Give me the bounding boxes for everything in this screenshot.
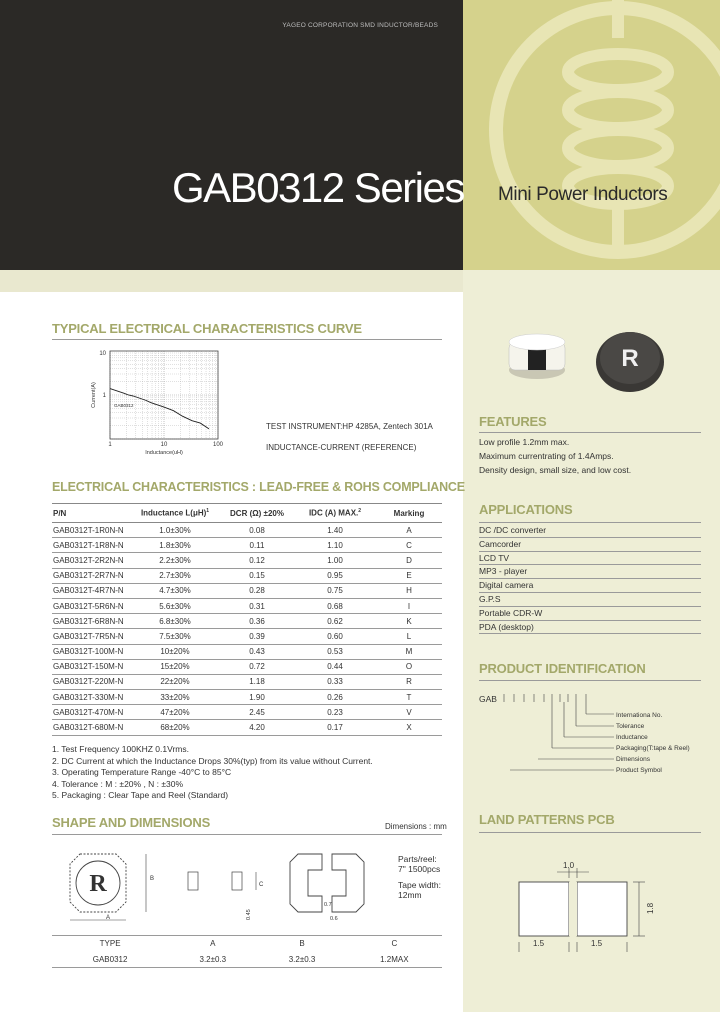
cell-marking: R bbox=[376, 674, 442, 689]
col-header-marking-label: Marking bbox=[393, 508, 425, 518]
note-3: 3. Operating Temperature Range -40°C to 85°C bbox=[52, 767, 232, 778]
application-item-5: Digital camera bbox=[479, 579, 701, 593]
table-row bbox=[52, 538, 442, 553]
cell-idc: 0.53 bbox=[294, 644, 376, 659]
inductance-current-chart bbox=[70, 345, 230, 457]
cell-pn: GAB0312T-220M-N bbox=[52, 674, 130, 689]
applications-title-rule bbox=[479, 522, 701, 523]
features-list bbox=[479, 436, 701, 477]
dim-b-label: B bbox=[150, 876, 155, 882]
cell-inductance: 1.8±30% bbox=[130, 538, 220, 553]
cell-pn: GAB0312T-680M-N bbox=[52, 720, 130, 735]
table-row bbox=[52, 705, 442, 720]
features-title-rule bbox=[479, 432, 701, 433]
table-row bbox=[52, 690, 442, 705]
electrical-table-body bbox=[52, 523, 442, 736]
col-header-inductance bbox=[130, 504, 220, 523]
cell-dcr: 0.15 bbox=[220, 568, 294, 583]
cell-idc: 0.17 bbox=[294, 720, 376, 735]
cell-pn: GAB0312T-150M-N bbox=[52, 659, 130, 674]
cell-pn: GAB0312T-6R8N-N bbox=[52, 614, 130, 629]
tape-width-value: 12mm bbox=[398, 890, 422, 900]
x-axis-label: Inductance(uH) bbox=[145, 450, 183, 456]
cell-dcr: 0.43 bbox=[220, 644, 294, 659]
cell-pn: GAB0312T-5R6N-N bbox=[52, 598, 130, 613]
cell-idc: 0.60 bbox=[294, 629, 376, 644]
chart-series-line bbox=[110, 389, 209, 429]
cell-inductance: 6.8±30% bbox=[130, 614, 220, 629]
dim-header-a: A bbox=[168, 936, 257, 952]
cell-inductance: 2.7±30% bbox=[130, 568, 220, 583]
cell-inductance: 10±20% bbox=[130, 644, 220, 659]
dim-07-label: 0.7 bbox=[324, 902, 332, 908]
cell-pn: GAB0312T-7R5N-N bbox=[52, 629, 130, 644]
col-header-dcr-label: DCR (Ω) ±20% bbox=[230, 508, 284, 518]
cell-dcr: 1.90 bbox=[220, 690, 294, 705]
series-label: GAB0312 bbox=[114, 403, 134, 408]
product-top-view bbox=[596, 332, 664, 392]
note-1: 1. Test Frequency 100KHZ 0.1Vrms. bbox=[52, 744, 190, 754]
pid-label-4: Packaging(T:tape & Reel) bbox=[616, 745, 690, 752]
y-axis-label: Current(A) bbox=[91, 382, 97, 408]
bottom-view-left-pad bbox=[290, 854, 322, 912]
cell-inductance: 15±20% bbox=[130, 659, 220, 674]
cell-idc: 0.62 bbox=[294, 614, 376, 629]
cell-dcr: 0.08 bbox=[220, 523, 294, 538]
cell-idc: 0.23 bbox=[294, 705, 376, 720]
table-row bbox=[52, 568, 442, 583]
feature-item-1: Low profile 1.2mm max. bbox=[479, 437, 570, 447]
cell-pn: GAB0312T-470M-N bbox=[52, 705, 130, 720]
dim-header-c: C bbox=[347, 936, 442, 952]
cell-pn: GAB0312T-4R7N-N bbox=[52, 583, 130, 598]
cell-idc: 0.95 bbox=[294, 568, 376, 583]
coil-logo-graphic bbox=[463, 0, 720, 270]
electrical-characteristics-table bbox=[52, 503, 442, 736]
cell-inductance: 68±20% bbox=[130, 720, 220, 735]
table-header-row bbox=[52, 504, 442, 523]
note-5: 5. Packaging : Clear Tape and Reel (Standard) bbox=[52, 790, 229, 801]
application-item-8: PDA (desktop) bbox=[479, 621, 701, 635]
cell-marking: L bbox=[376, 629, 442, 644]
cell-dcr: 0.36 bbox=[220, 614, 294, 629]
x-tick-100: 100 bbox=[212, 442, 224, 448]
cell-marking: D bbox=[376, 553, 442, 568]
features-section-title: FEATURES bbox=[479, 414, 547, 429]
bottom-view-right-pad bbox=[332, 854, 364, 912]
dim-header-type: TYPE bbox=[52, 936, 168, 952]
col-header-inductance-label: Inductance L(μH) bbox=[140, 508, 207, 518]
cell-pn: GAB0312T-1R8N-N bbox=[52, 538, 130, 553]
pid-label-6: Product Symbol bbox=[616, 767, 662, 774]
pid-label-2: Tolerance bbox=[616, 723, 645, 730]
shape-drawing bbox=[60, 844, 370, 930]
parts-reel-value: 7" 1500pcs bbox=[398, 864, 441, 874]
cell-pn: GAB0312T-100M-N bbox=[52, 644, 130, 659]
cell-dcr: 0.39 bbox=[220, 629, 294, 644]
cell-inductance: 4.7±30% bbox=[130, 583, 220, 598]
cell-inductance: 47±20% bbox=[130, 705, 220, 720]
cell-inductance: 1.0±30% bbox=[130, 523, 220, 538]
col-header-pn bbox=[52, 504, 130, 523]
applications-list bbox=[479, 524, 701, 634]
cell-marking: A bbox=[376, 523, 442, 538]
col-header-idc bbox=[294, 504, 376, 523]
reference-note: INDUCTANCE-CURRENT (REFERENCE) bbox=[266, 443, 417, 452]
product-photo bbox=[500, 318, 690, 398]
cell-dcr: 4.20 bbox=[220, 720, 294, 735]
cell-marking: T bbox=[376, 690, 442, 705]
col-header-idc-label: IDC (A) MAX. bbox=[308, 508, 359, 518]
product-marking-letter: R bbox=[621, 345, 639, 372]
cell-marking: K bbox=[376, 614, 442, 629]
col-header-dcr bbox=[220, 504, 294, 523]
product-id-labels bbox=[616, 710, 690, 776]
land-pattern-drawing bbox=[505, 850, 685, 960]
cell-pn: GAB0312T-330M-N bbox=[52, 690, 130, 705]
curve-section-title: TYPICAL ELECTRICAL CHARACTERISTICS CURVE bbox=[52, 321, 362, 336]
electrical-notes bbox=[52, 744, 373, 802]
cell-idc: 0.68 bbox=[294, 598, 376, 613]
pid-label-3: Inductance bbox=[616, 734, 648, 741]
cell-pn: GAB0312T-2R7N-N bbox=[52, 568, 130, 583]
dimension-unit: Dimensions : mm bbox=[385, 822, 447, 831]
cell-idc: 0.44 bbox=[294, 659, 376, 674]
cell-inductance: 2.2±30% bbox=[130, 553, 220, 568]
dim-header-b: B bbox=[257, 936, 346, 952]
product-id-section-title: PRODUCT IDENTIFICATION bbox=[479, 661, 646, 676]
header-banner bbox=[0, 0, 720, 270]
side-view-right bbox=[232, 872, 242, 890]
pid-label-5: Dimensions bbox=[616, 756, 650, 763]
cell-idc: 0.75 bbox=[294, 583, 376, 598]
note-2: 2. DC Current at which the Inductance Drops 30%(typ) from its value without Current. bbox=[52, 755, 373, 766]
series-subtitle: Mini Power Inductors bbox=[498, 184, 668, 205]
cell-dcr: 1.18 bbox=[220, 674, 294, 689]
cell-dcr: 0.11 bbox=[220, 538, 294, 553]
land-gap bbox=[569, 882, 577, 936]
dim-type: GAB0312 bbox=[52, 952, 168, 968]
y-tick-top: 10 bbox=[99, 351, 106, 357]
tape-width-label: Tape width: bbox=[398, 880, 441, 890]
land-pad-left-label: 1.5 bbox=[533, 939, 545, 948]
cell-dcr: 0.28 bbox=[220, 583, 294, 598]
land-pattern-title-rule bbox=[479, 832, 701, 833]
cell-idc: 0.26 bbox=[294, 690, 376, 705]
cell-inductance: 5.6±30% bbox=[130, 598, 220, 613]
land-pad-left bbox=[519, 882, 569, 936]
product-side-view bbox=[509, 334, 565, 379]
col-header-marking bbox=[376, 504, 442, 523]
cell-pn: GAB0312T-1R0N-N bbox=[52, 523, 130, 538]
table-row bbox=[52, 598, 442, 613]
cell-dcr: 0.72 bbox=[220, 659, 294, 674]
product-id-title-rule bbox=[479, 680, 701, 681]
cell-inductance: 7.5±30% bbox=[130, 629, 220, 644]
table-row bbox=[52, 614, 442, 629]
chart-grid bbox=[110, 351, 218, 439]
cell-marking: I bbox=[376, 598, 442, 613]
land-gap-label: 1.0 bbox=[563, 861, 575, 870]
feature-item-3: Density design, small size, and low cost. bbox=[479, 464, 632, 475]
parts-reel-label: Parts/reel: bbox=[398, 854, 437, 864]
table-row bbox=[52, 644, 442, 659]
land-height-label: 1.8 bbox=[646, 902, 655, 914]
cell-inductance: 22±20% bbox=[130, 674, 220, 689]
cell-pn: GAB0312T-2R2N-N bbox=[52, 553, 130, 568]
application-item-6: G.P.S bbox=[479, 593, 701, 607]
application-item-4: MP3 - player bbox=[479, 565, 701, 579]
table-row bbox=[52, 629, 442, 644]
cell-marking: C bbox=[376, 538, 442, 553]
cell-dcr: 0.31 bbox=[220, 598, 294, 613]
shape-title-rule bbox=[52, 834, 442, 835]
application-item-2: Camcorder bbox=[479, 538, 701, 552]
dim-c: 1.2MAX bbox=[347, 952, 442, 968]
dimension-table bbox=[52, 935, 442, 968]
col-header-inductance-note: 1 bbox=[206, 508, 210, 515]
dim-c-label: C bbox=[259, 882, 264, 888]
dim-a: 3.2±0.3 bbox=[168, 952, 257, 968]
dimension-data-row bbox=[52, 952, 442, 968]
side-view-left bbox=[188, 872, 198, 890]
electrical-section-title: ELECTRICAL CHARACTERISTICS : LEAD-FREE & ROHS COMPLIANCE bbox=[52, 480, 465, 494]
product-id-prefix: GAB bbox=[479, 694, 497, 704]
company-line: YAGEO CORPORATION SMD INDUCTOR/BEADS bbox=[282, 22, 438, 29]
table-row bbox=[52, 523, 442, 538]
curve-title-rule bbox=[52, 339, 442, 340]
cell-marking: O bbox=[376, 659, 442, 674]
reel-info bbox=[398, 854, 441, 900]
dim-b: 3.2±0.3 bbox=[257, 952, 346, 968]
cell-idc: 0.33 bbox=[294, 674, 376, 689]
feature-item-2: Maximum currentrating of 1.4Amps. bbox=[479, 450, 614, 461]
land-pattern-section-title: LAND PATTERNS PCB bbox=[479, 812, 615, 827]
y-tick-mid: 1 bbox=[102, 393, 106, 399]
shape-section-title: SHAPE AND DIMENSIONS bbox=[52, 815, 211, 830]
cell-inductance: 33±20% bbox=[130, 690, 220, 705]
cell-marking: V bbox=[376, 705, 442, 720]
cell-idc: 1.10 bbox=[294, 538, 376, 553]
application-item-3: LCD TV bbox=[479, 552, 701, 566]
application-item-7: Portable CDR-W bbox=[479, 607, 701, 621]
dim-06-label: 0.6 bbox=[330, 916, 338, 922]
cell-marking: X bbox=[376, 720, 442, 735]
table-row bbox=[52, 553, 442, 568]
col-header-pn-label: P/N bbox=[53, 508, 67, 518]
cell-dcr: 2.45 bbox=[220, 705, 294, 720]
x-tick-10: 10 bbox=[160, 442, 168, 448]
dimension-header-row bbox=[52, 936, 442, 952]
col-header-idc-note: 2 bbox=[358, 508, 362, 515]
table-row bbox=[52, 674, 442, 689]
cell-idc: 1.00 bbox=[294, 553, 376, 568]
application-item-1: DC /DC converter bbox=[479, 524, 701, 538]
cell-dcr: 0.12 bbox=[220, 553, 294, 568]
series-title: GAB0312 Series bbox=[172, 164, 464, 211]
dim-a-label: A bbox=[106, 915, 111, 921]
pid-label-1: Internationa No. bbox=[616, 712, 663, 719]
land-pad-right bbox=[577, 882, 627, 936]
cell-marking: H bbox=[376, 583, 442, 598]
cell-marking: E bbox=[376, 568, 442, 583]
table-row bbox=[52, 659, 442, 674]
table-row bbox=[52, 720, 442, 735]
header-olive-panel bbox=[463, 0, 720, 270]
dim-045-label: 0.45 bbox=[246, 909, 252, 920]
table-row bbox=[52, 583, 442, 598]
cell-idc: 1.40 bbox=[294, 523, 376, 538]
cell-marking: M bbox=[376, 644, 442, 659]
test-instrument-note: TEST INSTRUMENT:HP 4285A, Zentech 301A bbox=[266, 422, 433, 431]
x-tick-1: 1 bbox=[108, 442, 112, 448]
marking-letter: R bbox=[89, 871, 107, 897]
applications-section-title: APPLICATIONS bbox=[479, 502, 573, 517]
left-band bbox=[0, 270, 463, 292]
note-4: 4. Tolerance : M : ±20% , N : ±30% bbox=[52, 778, 184, 789]
land-pad-right-label: 1.5 bbox=[591, 939, 603, 948]
